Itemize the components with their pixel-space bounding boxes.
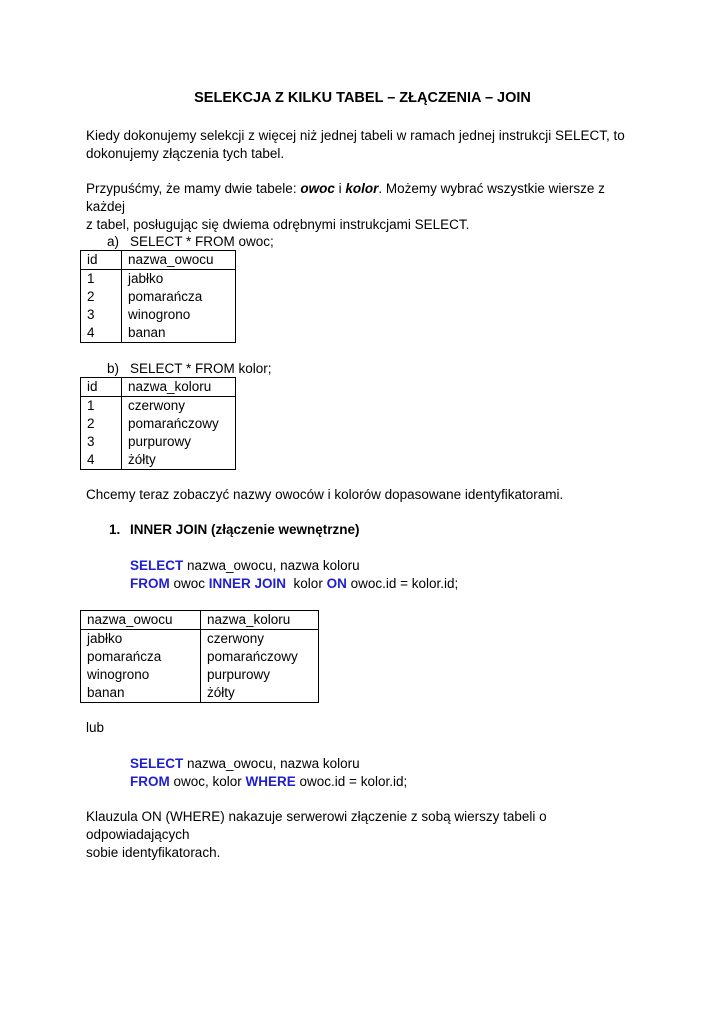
sql-keyword: INNER JOIN [208,576,287,591]
sql1-line-1 [130,557,458,575]
table-row [81,306,236,324]
sql-keyword: SELECT [130,558,184,573]
table-row [81,288,236,306]
closing-paragraph [86,808,646,862]
assume-mid: i [334,181,346,196]
sql-text: kolor [286,576,327,591]
table-owoc [80,250,236,343]
table-cell: 2 [81,415,122,433]
table-row [81,397,236,416]
query-b-sql: SELECT * FROM kolor; [130,361,272,376]
closing-line-2: sobie identyfikatorach. [86,845,221,860]
sql-text: nazwa_owocu, nazwa koloru [183,756,360,771]
table-name-kolor: kolor [345,181,379,196]
sql-text: nazwa_owocu, nazwa koloru [183,558,360,573]
sql2-line-1 [130,755,407,773]
table-cell: 4 [81,324,122,343]
table-cell: winogrono [122,306,236,324]
sql-text: owoc [169,576,209,591]
table-header-row [81,378,236,397]
table-cell: 3 [81,306,122,324]
table-cell: jabłko [122,270,236,289]
table-cell: 3 [81,433,122,451]
sql-keyword: ON [326,576,347,591]
intro-line-2: dokonujemy złączenia tych tabel. [86,146,285,161]
table-cell: purpurowy [201,666,319,684]
document-title: SELEKCJA Z KILKU TABEL – ZŁĄCZENIA – JOIN [194,90,531,106]
sql-text: owoc.id = kolor.id; [346,576,459,591]
table-cell: 1 [81,270,122,289]
sql2-line-2 [130,773,407,791]
assume-paragraph [86,180,646,234]
column-header: nazwa_koloru [201,611,319,630]
table-row [81,666,319,684]
table-cell: 4 [81,451,122,470]
section-number: 1. [109,522,121,537]
assume-line-2: z tabel, posługując się dwiema odrębnymi instrukcjami SELECT. [86,217,470,232]
sql-text: owoc, kolor [169,774,246,789]
column-header: nazwa_owocu [122,251,236,270]
table-cell: 1 [81,397,122,416]
table-cell: pomarańcza [81,648,201,666]
column-header: nazwa_owocu [81,611,201,630]
table-cell: czerwony [201,630,319,649]
assume-post: . Możemy wybrać wszystkie wiersze z każdej [86,181,605,214]
query-a-marker: a) [107,234,120,249]
table-cell: purpurowy [122,433,236,451]
table-cell: żółty [122,451,236,470]
query-b-marker: b) [107,361,120,376]
sql-keyword: FROM [130,576,170,591]
table-cell: pomarańczowy [201,648,319,666]
table-row [81,324,236,343]
table-row [81,270,236,289]
table-row [81,684,319,703]
table-cell: 2 [81,288,122,306]
table-row [81,415,236,433]
sql1-code [130,557,458,593]
column-header: id [81,251,122,270]
column-header: nazwa_koloru [122,378,236,397]
sql-keyword: SELECT [130,756,184,771]
table-join-result [80,610,319,703]
want-paragraph: Chcemy teraz zobaczyć nazwy owoców i kolorów dopasowane identyfikatorami. [86,487,564,502]
table-row [81,451,236,470]
table-cell: banan [122,324,236,343]
table-header-row [81,251,236,270]
table-cell: pomarańcza [122,288,236,306]
sql1-line-2 [130,575,458,593]
table-cell: jabłko [81,630,201,649]
sql-keyword: WHERE [245,774,296,789]
table-cell: banan [81,684,201,703]
table-cell: winogrono [81,666,201,684]
table-cell: pomarańczowy [122,415,236,433]
table-name-owoc: owoc [300,181,335,196]
sql-text: owoc.id = kolor.id; [295,774,408,789]
table-cell: czerwony [122,397,236,416]
table-cell: żółty [201,684,319,703]
table-row [81,433,236,451]
closing-line-1: Klauzula ON (WHERE) nakazuje serwerowi złączenie z sobą wierszy tabeli o odpowiadających [86,809,547,842]
section-heading: INNER JOIN (złączenie wewnętrzne) [130,522,360,537]
table-row [81,630,319,649]
intro-line-1: Kiedy dokonujemy selekcji z więcej niż jednej tabeli w ramach jednej instrukcji SELECT, to [86,128,625,143]
query-a-sql: SELECT * FROM owoc; [130,234,274,249]
lub-text: lub [86,720,105,735]
intro-paragraph [86,127,646,163]
assume-line-1 [86,180,646,216]
column-header: id [81,378,122,397]
sql2-code [130,755,407,791]
sql-keyword: FROM [130,774,170,789]
table-kolor [80,377,236,470]
assume-pre: Przypuśćmy, że mamy dwie tabele: [86,181,301,196]
table-header-row [81,611,319,630]
table-row [81,648,319,666]
